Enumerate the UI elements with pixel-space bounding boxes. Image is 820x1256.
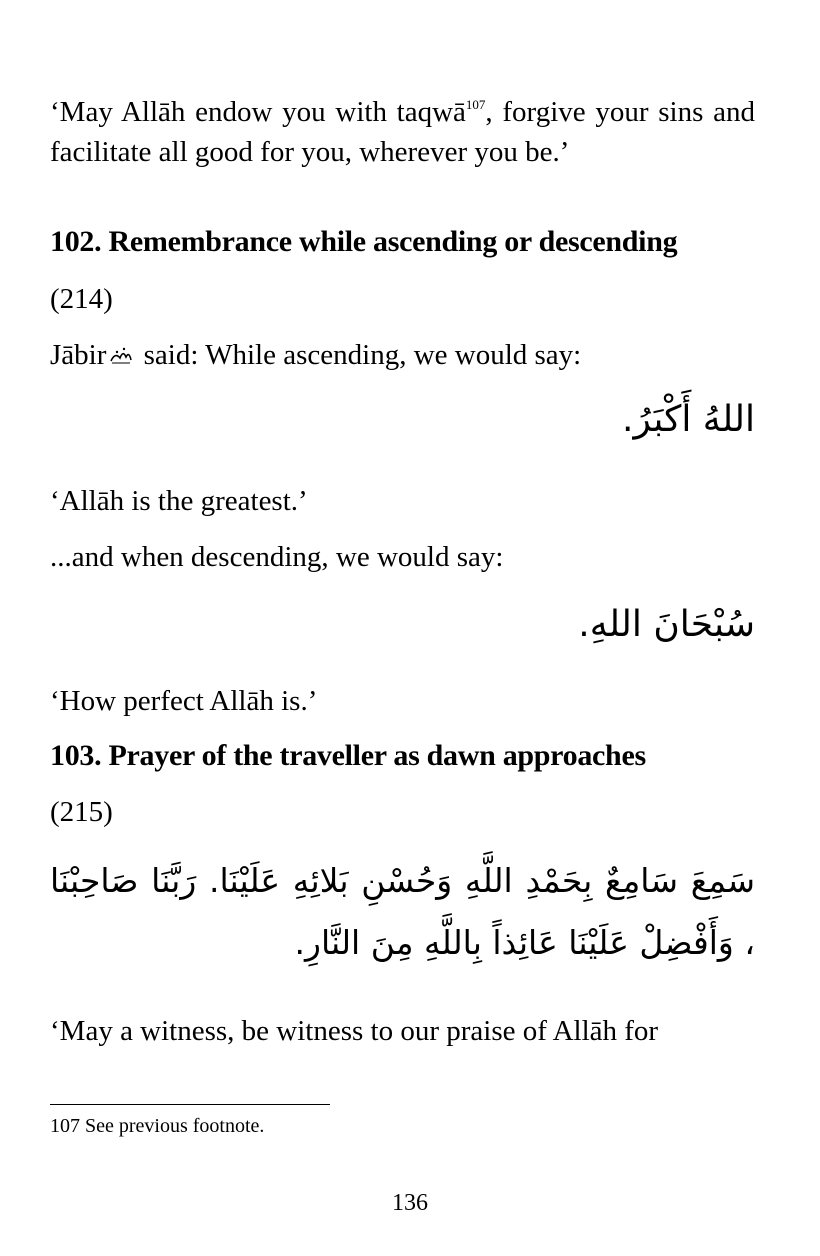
paragraph-text-continued: , forgive your sins and facilitate all good for you, wherever you be.’ (50, 96, 755, 168)
descending-intro: ...and when descending, we would say: (50, 541, 504, 573)
paragraph-text: ‘May Allāh endow you with taqwā (50, 96, 466, 128)
radiallahu-anhu-icon (109, 346, 133, 366)
arabic-takbir: اللهُ أَكْبَرُ. (622, 399, 755, 440)
page-number: 136 (392, 1190, 428, 1216)
narration-intro (50, 335, 755, 375)
tasbih-translation: ‘How perfect Allāh is.’ (50, 685, 318, 717)
dua-translation-paragraph (50, 92, 755, 172)
takbir-translation: ‘Allāh is the greatest.’ (50, 485, 308, 517)
dawn-supplication-translation: ‘May a witness, be witness to our praise of Allāh for (50, 1015, 659, 1047)
section-heading-103: 103. Prayer of the traveller as dawn approaches (50, 739, 646, 772)
hadith-reference-215: (215) (50, 796, 113, 828)
footnote-reference[interactable]: 107 (465, 97, 486, 112)
section-heading-102: 102. Remembrance while ascending or descending (50, 225, 678, 258)
footnote-separator (50, 1104, 330, 1105)
arabic-tasbih: سُبْحَانَ اللهِ. (578, 604, 755, 645)
hadith-reference-214: (214) (50, 283, 113, 315)
arabic-dawn-supplication: سَمِعَ سَامِعٌ بِحَمْدِ اللَّهِ وَحُسْنِ بَلائِهِ عَلَيْنَا. رَبَّنَا صَاحِبْنَا ، وَأَفْضِلْ عَلَيْنَا عَائِذاً بِاللَّهِ مِنَ النَّارِ. (50, 861, 755, 962)
narrator-name: Jābir (50, 339, 107, 371)
footnote: 107 See previous footnote. (50, 1115, 265, 1137)
narration-text: said: While ascending, we would say: (136, 339, 582, 371)
